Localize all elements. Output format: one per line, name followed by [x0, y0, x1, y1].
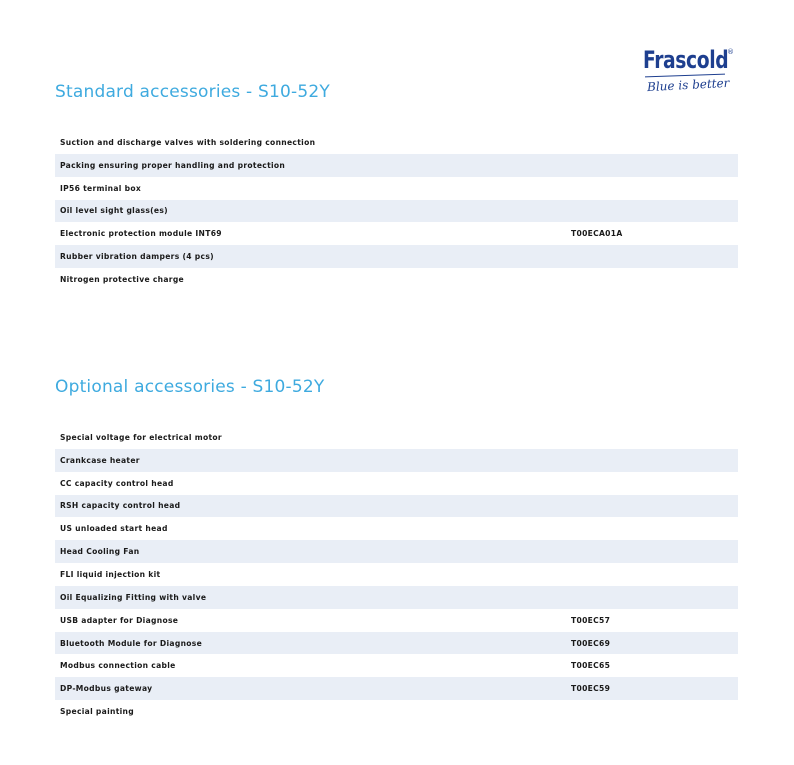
accessory-name: Bluetooth Module for Diagnose	[60, 638, 203, 648]
accessory-code: T00ECA01A	[571, 229, 623, 239]
accessory-row	[55, 677, 738, 700]
accessory-row	[55, 654, 738, 677]
accessory-code: T00EC65	[571, 661, 611, 671]
accessory-code: T00EC57	[571, 615, 611, 625]
accessory-row	[55, 517, 738, 540]
registered-mark: ®	[727, 48, 734, 56]
logo-wordmark: Frascold	[643, 46, 729, 74]
accessory-name: Special painting	[60, 707, 134, 717]
accessory-row	[55, 222, 738, 245]
accessory-row	[55, 472, 738, 495]
accessory-row	[55, 449, 738, 472]
standard-accessories-table	[55, 131, 738, 291]
accessory-code: T00EC59	[571, 684, 611, 694]
accessory-name: Special voltage for electrical motor	[60, 432, 222, 442]
accessory-name: Oil level sight glass(es)	[60, 206, 168, 216]
accessory-row	[55, 586, 738, 609]
accessory-name: Rubber vibration dampers (4 pcs)	[60, 252, 214, 262]
accessory-name: RSH capacity control head	[60, 501, 181, 511]
accessory-name: Crankcase heater	[60, 455, 140, 465]
accessory-row	[55, 131, 738, 154]
accessory-row	[55, 154, 738, 177]
accessory-name: DP-Modbus gateway	[60, 684, 153, 694]
accessory-name: Head Cooling Fan	[60, 547, 140, 557]
accessory-row	[55, 268, 738, 291]
accessory-name: Nitrogen protective charge	[60, 274, 185, 284]
optional-accessories-title: Optional accessories - S10-52Y	[55, 377, 325, 397]
accessory-name: Electronic protection module INT69	[60, 229, 222, 239]
frascold-logo	[643, 48, 739, 112]
accessory-row	[55, 426, 738, 449]
accessory-row	[55, 609, 738, 632]
accessory-name: USB adapter for Diagnose	[60, 615, 179, 625]
logo-tagline: Blue is better	[646, 75, 730, 95]
accessory-row	[55, 632, 738, 655]
accessory-name: US unloaded start head	[60, 524, 168, 534]
accessory-name: CC capacity control head	[60, 478, 174, 488]
accessory-row	[55, 540, 738, 563]
accessory-row	[55, 700, 738, 723]
accessory-name: Oil Equalizing Fitting with valve	[60, 592, 207, 602]
accessory-row	[55, 563, 738, 586]
accessory-name: Modbus connection cable	[60, 661, 176, 671]
accessory-row	[55, 245, 738, 268]
accessory-name: Packing ensuring proper handling and protection	[60, 160, 286, 170]
standard-accessories-title: Standard accessories - S10-52Y	[55, 82, 330, 102]
accessory-name: Suction and discharge valves with soldering connection	[60, 137, 316, 147]
accessory-name: FLI liquid injection kit	[60, 569, 161, 579]
accessory-code: T00EC69	[571, 638, 611, 648]
accessory-row	[55, 495, 738, 518]
accessory-row	[55, 177, 738, 200]
accessory-row	[55, 200, 738, 223]
accessory-name: IP56 terminal box	[60, 183, 142, 193]
optional-accessories-table	[55, 426, 738, 723]
